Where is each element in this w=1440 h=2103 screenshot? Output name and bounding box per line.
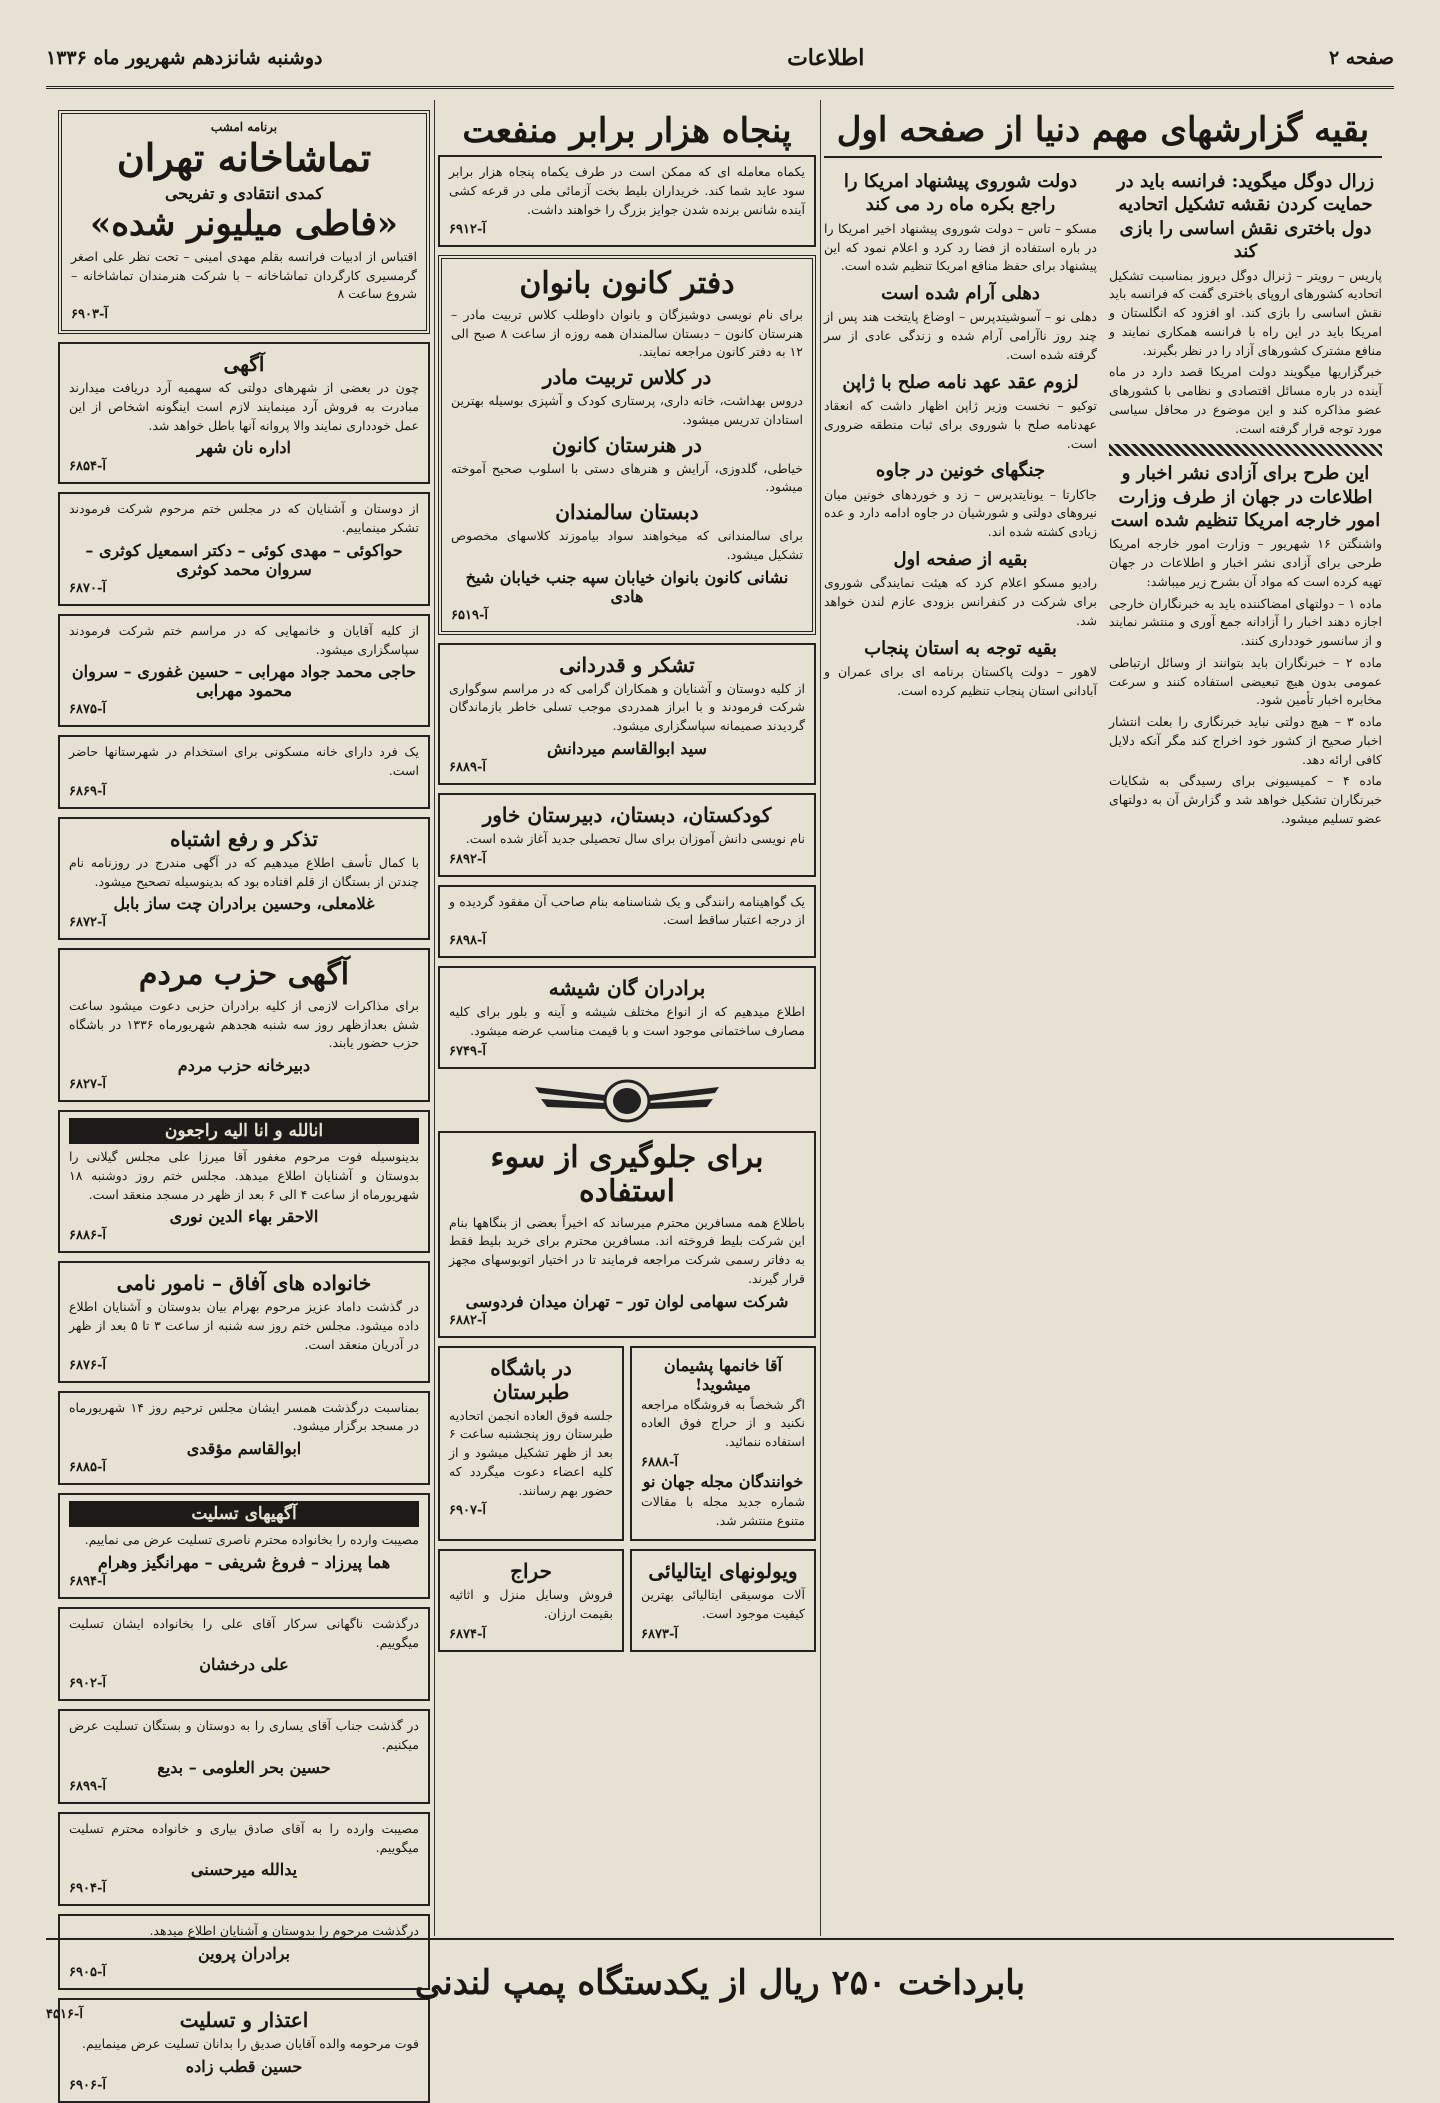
ad-title: خوانندگان مجله جهان نو [642,1471,804,1491]
women-association-ad [438,255,816,634]
party-ad [58,948,430,1102]
ad-code: آ-۶۸۷۳ [641,1626,678,1642]
ad-code: آ-۶۵۱۹ [451,607,488,623]
ad-body: فوت مرحومه والده آقایان صدیق را بدانان تسلیت عرض مینماییم. [82,2036,419,2052]
ad-signature: ابوالقاسم مؤقدی [186,1439,302,1459]
memorial-ad [58,1391,430,1486]
ad-title: خانواده های آفاق – نامور نامی [116,1271,372,1296]
ad-title: آگهی [223,352,265,377]
ad-body: بمناسبت درگذشت همسر ایشان مجلس ترحیم روز ۱۴ شهریورماه در مسجد برگزار میشود. [69,1399,419,1434]
violin-ad [630,1549,816,1652]
ad-body: درگذشت مرحوم را بدوستان و آشنایان اطلاع میدهد. [149,1923,419,1939]
article-body: ماده ۴ – کمیسیونی برای رسیدگی به شکایات خبرنگاران تشکیل خواهد شد و گزارش آن به دولتهای عضو تسلیم میشود. [1109,773,1382,826]
family-notice-ad [58,1261,430,1382]
ad-title: دفتر کانون بانوان [519,266,735,302]
issue-date: دوشنبه شانزدهم شهریور ماه ۱۳۳۶ [46,47,323,69]
ad-body: چون در بعضی از شهرهای دولتی که سهمیه آرد دریافت میدارند مبادرت به فروش آرد مینمایند لازم است اینگونه اشخاص از این عمل خودداری نمایند والا پروانه آنها باطل خواهد شد. [69,380,419,433]
article-body: ماده ۲ – خبرنگاران باید بتوانند از وسائل ارتباطی عمومی بدون هیچ تبعیضی استفاده کنند و سرعت مخابره اخبار تأمین شود. [1109,654,1383,708]
article-title: دهلی آرام شده است [881,283,1040,305]
ad-signature: حواکوئی – مهدی کوئی – دکتر اسمعیل کوثری – سروان محمد کوثری [85,540,403,579]
ad-body: بدینوسیله فوت مرحوم مغفور آقا میرزا علی مجلس گیلانی را بدوستان و آشنایان اطلاع میدهد. مجلس ختم روز دوشنبه ۱۸ شهریورماه از ساعت ۴ الی ۶ بعد از ظهر در مسجد منعقد است. [69,1149,419,1202]
article-title: این طرح برای آزادی نشر اخبار و اطلاعات در جهان از طرف وزارت امور خارجه امریکا تنظیم شده است [1110,463,1381,532]
ad-signature: هما پیرزاد – فروغ شریفی – مهرانگیز وهرام [97,1552,391,1572]
theater-ad [58,110,430,334]
thanks-ad [58,614,430,728]
ad-body: مصیبت وارده را بخانواده محترم ناصری تسلیت عرض می نماییم. [84,1532,419,1548]
condolence-ad [58,1607,430,1702]
article-title: دولت شوروی پیشنهاد امریکا را راجع بکره ماه رد می کند [843,171,1078,216]
page-number: صفحه ۲ [1328,47,1394,69]
article-body: جاکارتا – یونایتدپرس – زد و خوردهای خونین میان نیروهای دولتی و شورشیان در جاوه ادامه دارد و عده زیادی کشته شده اند. [824,486,1097,540]
article-body: رادیو مسکو اعلام کرد که هیئت نمایندگی شوروی برای شرکت در کنفرانس بزودی عازم لندن خواهد شد. [824,575,1097,628]
column-rule [434,100,435,1936]
condolence-ad [58,1493,430,1599]
winged-emblem-icon [527,1077,727,1125]
ad-code: آ-۴۵۱۶ [46,2007,83,2022]
bus-company-ad [438,1131,816,1338]
ad-body: مصیبت وارده را به آقای صادق بیاری و خانواده محترم تسلیت میگوییم. [69,1820,419,1855]
ad-body: نام نویسی دانش آموزان برای سال تحصیلی جدید آغاز شده است. [465,830,805,846]
ad-title: اعتذار و تسلیت [179,2008,309,2033]
ad-signature: حاجی محمد جواد مهرابی – حسین غفوری – سروان محمود مهرابی [71,662,417,701]
news-subcolumn-2 [824,164,1097,832]
ad-body: یک فرد دارای خانه مسکونی برای استخدام در شهرستانها حاضر است. [69,744,419,779]
ad-code: آ-۶۹۱۲ [449,222,486,238]
ad-title: برای جلوگیری از سوء استفاده [490,1139,764,1210]
ad-signature: علی درخشان [199,1655,289,1675]
glass-company-ad [438,966,816,1069]
ad-signature: یدالله میرحسنی [190,1860,298,1880]
article-title: جنگهای خونین در جاوه [875,460,1046,482]
article-body: واشنگتن ۱۶ شهریور – وزارت امور خارجه امریکا طرحی برای آزادی نشر اخبار و اطلاعات در جهان تهیه کرده است که مواد آن بشرح زیر میباشد: [1109,536,1382,589]
small-ads-row [438,1346,816,1550]
ad-code: آ-۶۹۰۶ [69,2077,106,2093]
ad-title: آقا خانمها پشیمان میشوید! [663,1355,783,1394]
obituary-ad [58,1110,430,1253]
ad-title: انالله و انا الیه راجعون [69,1118,419,1144]
condolence-ad [58,1709,430,1804]
ad-code: آ-۶۸۸۸ [641,1454,678,1470]
ad-code: آ-۶۹۰۲ [69,1676,106,1692]
ad-body: خیاطی، گلدوزی، آرایش و هنرهای دستی با اسلوب صحیح آموخته میشود. [451,460,803,495]
ad-body: اگر شخصاً به فروشگاه مراجعه نکنید و از حراج فوق العاده استفاده ننمائید. [641,1396,805,1450]
ad-signature: حسین بحر العلومی – بدیع [157,1757,331,1777]
ad-subtitle: دبستان سالمندان [555,500,699,525]
ad-code: آ-۶۸۸۲ [449,1312,486,1328]
ad-subtitle: در کلاس تربیت مادر [542,365,712,390]
ad-body: برای سالمندانی که میخواهند سواد بیاموزند کلاسهای مخصوص تشکیل میشود. [451,528,803,562]
ads-middle-column [438,110,816,1930]
correction-ad [58,817,430,941]
tabarestan-club-ad [438,1346,624,1542]
ad-body: دروس بهداشت، خانه داری، پرستاری کودک و آشپزی بوسیله بهترین استادان تدریس میشود. [451,393,803,427]
article-title: زرال دوگل میگوید: فرانسه باید در حمایت کردن نقشه تشکیل اتحادیه دول باختری نقش اساسی را بازی کند [1116,171,1375,263]
pump-ad-banner [46,1938,1394,2026]
fifty-thousand-headline: پنجاه هزار برابر منفعت [462,111,792,151]
ad-title: در باشگاه طبرستان [490,1355,572,1404]
ad-title: آگهیهای تسلیت [69,1501,419,1527]
ad-signature: برادران پروین [198,1944,290,1964]
paper-name: اطلاعات [787,45,865,71]
ad-signature: اداره نان شهر [197,438,291,458]
ad-body: برای نام نویسی دوشیزگان و بانوان داوطلب کلاس تربیت مادر – هنرستان کانون – دبستان سالمندان همه روزه از ساعت ۸ صبح الی ۱۲ به دفتر کانون مراجعه نمایند. [451,306,803,360]
ad-body: در گذشت داماد عزیز مرحوم بهرام بیان بدوستان و آشنایان اطلاع داده میشود. مجلس ختم روز سه شنبه از ساعت ۳ تا ۵ بعد از ظهر در آدریان منعقد است. [69,1299,420,1352]
lost-documents-ad [438,885,816,959]
ad-signature: دبیرخانه حزب مردم [177,1056,311,1076]
article-body: خبرگزاریها میگویند دولت امریکا قصد دارد در ماه آینده در باره مسائل اقتصادی و نظامی با کشورهای عضو مذاکره کند و این موضوع در محافل سیاسی مورد توجه قرار گرفته است. [1109,364,1382,436]
theater-kicker: برنامه امشب [210,120,278,134]
play-title: «فاطی میلیونر شده» [89,203,399,244]
divider [1109,444,1382,456]
ad-title: حراج [510,1559,552,1584]
auction-ad [438,1549,624,1652]
news-headline: بقیه گزارشهای مهم دنیا از صفحه اول [824,110,1382,158]
article-title: لزوم عقد عهد نامه صلح با ژاپن [842,371,1079,393]
thanks-ad [438,643,816,785]
ad-code: آ-۶۸۹۹ [69,1778,106,1794]
ad-code: آ-۶۸۹۲ [449,851,486,867]
ad-code: آ-۶۸۸۵ [69,1460,106,1476]
ad-body: آلات موسیقی ایتالیائی بهترین کیفیت موجود است. [641,1587,805,1622]
ad-code: آ-۶۸۷۲ [69,915,106,931]
theater-genre: کمدی انتقادی و تفریحی [164,183,324,203]
ad-body: از کلیه دوستان و آشنایان و همکاران گرامی که در مراسم سوگواری شرکت فرمودند و با ابراز همدردی موجب تسلی خاطر بازماندگان گردیدند صمیمانه سپاسگزاری میشود. [449,680,805,734]
ad-body: از دوستان و آشنایان که در مجلس ختم مرحوم شرکت فرمودند تشکر مینماییم. [69,501,419,536]
ad-code: آ-۶۷۴۹ [449,1043,486,1059]
ad-code: آ-۶۸۹۴ [69,1573,106,1589]
article-body: ماده ۳ – هیچ دولتی نباید خبرنگاری را بعلت انتشار اخبار صحیح از کشور خود اخراج کند مگر آنکه دلایل کافی ارائه دهد. [1109,714,1383,767]
khavar-school-ad [438,793,816,877]
ad-code: آ-۶۹۰۷ [449,1503,486,1519]
ad-code: آ-۶۸۸۹ [449,759,486,775]
small-ads-row [438,1549,816,1660]
ad-signature: الاحقر بهاء الدین نوری [169,1207,319,1227]
condolence-ad [58,1812,430,1907]
ad-subtitle: در هنرستان کانون [552,432,702,457]
ad-signature: سید ابوالقاسم میردانش [547,738,707,758]
ad-title: تشکر و قدردانی [559,652,695,677]
pump-ad-headline: بابرداخت ۲۵۰ ریال از یکدستگاه پمپ لندنی [414,1963,1026,2003]
ad-signature: حسین قطب زاده [185,2056,303,2076]
ad-code: آ-۶۸۷۵ [69,702,106,718]
ad-code: آ-۶۸۸۶ [69,1228,106,1244]
ad-title: برادران گان شیشه [548,976,706,1001]
ad-title: تذکر و رفع اشتباه [170,826,318,851]
employment-ad [58,735,430,809]
ad-code: آ-۶۹۰۴ [69,1881,106,1897]
article-body: ماده ۱ – دولتهای امضاکننده باید به خبرنگاران خارجی اجازه دهند اخبار را آزادانه جمع آوری و منتشر نمایند و از سانسور خودداری کنند. [1109,595,1383,649]
column-rule [820,100,821,1936]
ad-code: آ-۶۸۷۰ [69,580,106,596]
ad-code: آ-۶۹۰۵ [69,1965,106,1981]
ad-code: آ-۶۹۰۳ [71,307,108,323]
masthead [46,30,1394,89]
ad-body: اقتباس از ادبیات فرانسه بقلم مهدی امینی – تحت نظر علی اصغر گرمسیری کارگردان تماشاخانه – با شرکت هنرمندان تماشاخانه – شروع ساعت ۸ [71,248,417,302]
ad-body: شماره جدید مجله با مقالات متنوع منتشر شد. [641,1493,805,1528]
ad-body: یک گواهینامه رانندگی و یک شناسنامه بنام صاحب آن مفقود گردیده و از درجه اعتبار ساقط است. [449,893,805,928]
ad-signature: غلامعلی، وحسین برادران چت ساز بابل [113,894,375,914]
article-title: بقیه از صفحه اول [893,548,1028,570]
article-body: توکیو – نخست وزیر ژاپن اظهار داشت که انعقاد عهدنامه صلح با شوروی برای ثبات منطقه ضروری است. [824,398,1097,451]
ad-title: ویولونهای ایتالیائی [648,1559,798,1584]
ad-address: نشانی کانون بانوان خیابان سپه جنب خیابان شیخ هادی [465,567,789,606]
ad-code: آ-۶۸۵۴ [69,459,106,475]
ad-code: آ-۶۸۷۴ [449,1626,486,1642]
bus-company-logo [438,1077,816,1125]
ad-body: برای مذاکرات لازمی از کلیه برادران حزبی دعوت میشود ساعت شش بعدازظهر روز سه شنبه هجدهم شهریورماه ۱۳۳۶ در باشگاه حزب حضور یابند. [69,997,419,1051]
ad-body: باطلاع همه مسافرین محترم میرساند که اخیراً بعضی از بنگاهها بنام این شرکت بلیط فروخته اند. مسافرین محترم برای خرید بلیط فقط به دفاتر رسمی شرکت مراجعه فرمایند تا در اختیار اتوبوسهای مجهز قرار گیرند. [449,1214,805,1286]
article-body: مسکو – تاس – دولت شوروی پیشنهاد اخیر امریکا را در باره استفاده از فضا رد کرد و اعلام نمود که این پیشنهاد برای حفظ منافع امریکا تنظیم شده است. [824,220,1097,274]
regret-ad [630,1346,816,1542]
fifty-thousand-ad [438,155,816,247]
ad-code: آ-۶۸۶۹ [69,783,106,799]
article-title: بقیه توجه به استان پنجاب [864,637,1057,659]
ad-body: یکماه معامله ای که ممکن است در طرف یکماه پنجاه هزار برابر سود عاید شما کند. خریداران بلیط بخت آزمائی ملی در قرعه کشی آینده شانس برنده شدن جوایز بزرگ را خواهند داشت. [449,164,805,217]
article-body: پاریس – رویتر – ژنرال دوگل دیروز بمناسبت تشکیل اتحادیه کشورهای اروپای باختری گفت که فرانسه باید نقش اساسی را بازی کند. او افزود که انگلستان و امریکا باید در این راه با فرانسه همکاری نمایند و منافع مشترک کشورهای آزاد را در نظر بگیرند. [1109,267,1382,358]
ad-body: با کمال تأسف اطلاع میدهیم که در آگهی مندرج در روزنامه نام چندتن از بستگان از قلم افتاده بود که بدینوسیله تصحیح میشود. [69,854,419,889]
news-subcolumn-1 [1109,164,1382,832]
ad-body: فروش وسایل منزل و اثاثیه بقیمت ارزان. [449,1587,613,1622]
ad-code: آ-۶۸۲۷ [69,1077,106,1093]
ad-title: آگهی حزب مردم [138,957,350,993]
ad-body: از کلیه آقایان و خانمهایی که در مراسم ختم شرکت فرمودند سپاسگزاری میشود. [69,622,419,657]
ad-body: اطلاع میدهیم که از انواع مختلف شیشه و آینه و بلور برای کلیه مصارف ساختمانی موجود است و با قیمت مناسب عرضه میشود. [449,1004,805,1038]
ad-code: آ-۶۸۹۸ [449,933,486,949]
ad-signature: شرکت سهامی لوان تور – تهران میدان فردوسی [465,1291,789,1311]
ad-code: آ-۶۸۷۶ [69,1357,106,1373]
bread-notice-ad [58,342,430,484]
ad-title: کودکستان، دبستان، دبیرستان خاور [482,802,772,827]
news-column [824,110,1382,1930]
article-body: دهلی نو – آسوشیتدپرس – اوضاع پایتخت هند پس از چند روز ناآرامی آرام شده و زندگی عادی از سر گرفته شده است. [824,309,1097,362]
thanks-ad [58,492,430,606]
ad-body: درگذشت ناگهانی سرکار آقای علی را بخانواده ایشان تسلیت میگوییم. [69,1615,419,1650]
theater-title: تماشاخانه تهران [116,135,372,180]
article-body: لاهور – دولت پاکستان برنامه ای برای عمران و آبادانی استان پنجاب تنظیم کرده است. [824,663,1097,698]
ad-body: در گذشت جناب آقای یساری را به دوستان و بستگان تسلیت عرض میکنیم. [69,1718,419,1753]
ad-body: جلسه فوق العاده انجمن اتحادیه طبرستان روز پنجشنبه ساعت ۶ بعد از ظهر تشکیل میشود و از کلیه اعضاء دعوت میگردد که حضور بهم رسانند. [449,1407,613,1498]
